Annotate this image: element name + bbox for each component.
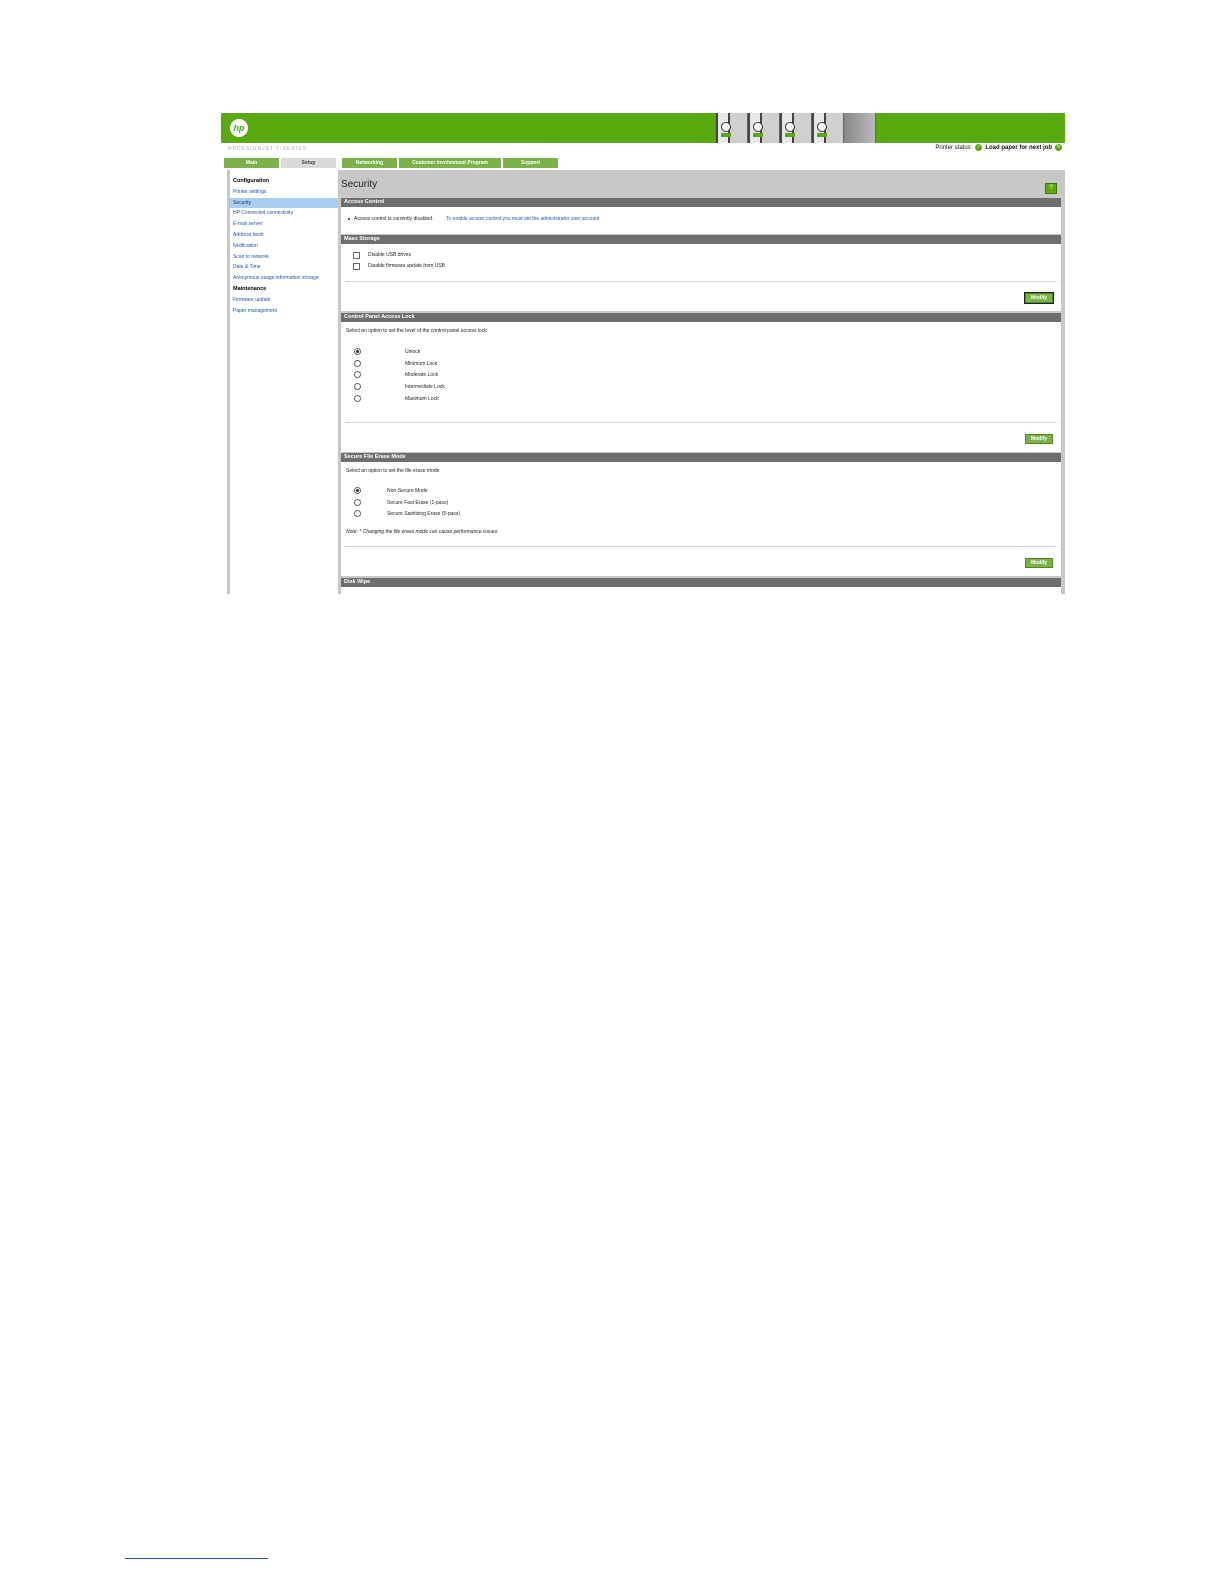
printer-images [716,113,876,143]
tab-networking[interactable]: Networking [342,158,397,168]
access-control-status: Access control is currently disabled. [354,216,434,222]
bullet [348,218,350,220]
lock-radio-maximum[interactable] [354,395,361,402]
printer-image [748,113,780,143]
disable-fw-usb-label: Disable firmware update from USB [368,263,445,269]
sidebar-item-printer-settings[interactable]: Printer settings [233,188,267,195]
panel-control-panel-lock [341,322,1061,452]
page-title: Security [341,179,378,190]
tab-setup[interactable]: Setup [281,158,336,168]
embedded-web-server-screenshot [221,113,1065,594]
sidebar-item-paper-management[interactable]: Paper management [233,307,277,314]
section-mass-storage: Mass Storage [341,235,1061,244]
lock-radio-unlock[interactable] [354,348,361,355]
printer-image [844,113,876,143]
tab-support[interactable]: Support [503,158,558,168]
panel-access-control [341,207,1061,234]
hp-logo: hp [230,119,248,137]
panel-secure-erase [341,462,1061,576]
divider [345,422,1057,423]
section-disk-wipe: Disk Wipe [341,578,1061,587]
divider [345,281,1057,282]
lock-radio-intermediate[interactable] [354,383,361,390]
erase-note: Note: * Changing the file erase mode can cause performance issues. [346,529,499,535]
lock-prompt: Select an option to set the level of the control panel access lock: [346,328,489,334]
lock-radio-moderate[interactable] [354,371,361,378]
sidebar-item-hp-connected[interactable]: HP Connected connectivity [233,210,293,217]
tab-customer-involvement[interactable]: Customer Involvement Program [399,158,501,168]
printer-image [812,113,844,143]
printer-image [780,113,812,143]
printer-hostname: HPDESIGNJET T-SERIES [228,146,307,152]
lock-label-minimum: Minimum Lock [405,361,438,367]
printer-status-value: Load paper for next job [985,144,1052,151]
sidebar-item-notification[interactable]: Notification [233,242,258,249]
lock-label-moderate: Moderate Lock [405,372,439,378]
lock-label-maximum: Maximum Lock [405,396,439,402]
sidebar-item-firmware-update[interactable]: Firmware update [233,296,271,303]
lock-modify-button[interactable]: Modify [1025,434,1053,444]
sidebar-item-address-book[interactable]: Address book [233,231,264,238]
erase-radio-sanitizing[interactable] [354,510,361,517]
sidebar-item-anonymous-usage[interactable]: Anonymous usage information storage [233,275,319,282]
tab-spacer [338,158,340,168]
printer-status [935,144,1062,151]
check-icon: ✓ [976,144,981,150]
erase-label-fast: Secure Fast Erase (1-pass) [387,500,449,506]
erase-prompt: Select an option to set the file erase mode [346,468,440,474]
lock-radio-minimum[interactable] [354,360,361,367]
disable-usb-label: Disable USB drives [368,252,412,258]
printer-image [716,113,748,143]
header-banner [221,113,1065,143]
erase-modify-button[interactable]: Modify [1025,558,1053,568]
erase-label-non-secure: Non-Secure Mode [387,488,428,494]
main-tabs [224,158,558,168]
sidebar-item-scan-to-network[interactable]: Scan to network [233,253,269,260]
sidebar-item-date-time[interactable]: Date & Time [233,264,261,271]
help-button[interactable]: ? [1045,183,1057,194]
section-access-control: Access Control [341,198,1061,207]
printer-status-label: Printer status: [935,144,973,151]
disable-usb-checkbox[interactable] [353,252,360,259]
footnote-separator [125,1558,268,1559]
erase-radio-non-secure[interactable] [354,487,361,494]
section-secure-erase: Secure File Erase Mode [341,453,1061,462]
sidebar-heading-maintenance: Maintenance [233,285,267,292]
sidebar [227,170,342,594]
sidebar-item-email-server[interactable]: E-mail server [233,221,263,228]
lock-label-unlock: Unlock [405,349,421,355]
sidebar-item-security[interactable]: Security [230,198,339,209]
erase-radio-fast[interactable] [354,499,361,506]
erase-label-sanitizing: Secure Sanitizing Erase (5-pass) [387,511,461,517]
mass-storage-modify-button[interactable]: Modify [1025,293,1053,303]
panel-mass-storage [341,244,1061,311]
disable-fw-usb-checkbox[interactable] [353,263,360,270]
tab-main[interactable]: Main [224,158,279,168]
divider [345,546,1057,547]
panel-disk-wipe [341,587,1061,594]
lock-label-intermediate: Intermediate Lock [405,384,445,390]
sidebar-heading-configuration: Configuration [233,178,270,184]
refresh-icon[interactable]: ↻ [1056,144,1061,150]
access-control-link[interactable]: To enable access control you must set the administrator user account [446,216,600,222]
section-control-panel-lock: Control Panel Access Lock [341,313,1061,322]
main-content [338,170,1065,594]
